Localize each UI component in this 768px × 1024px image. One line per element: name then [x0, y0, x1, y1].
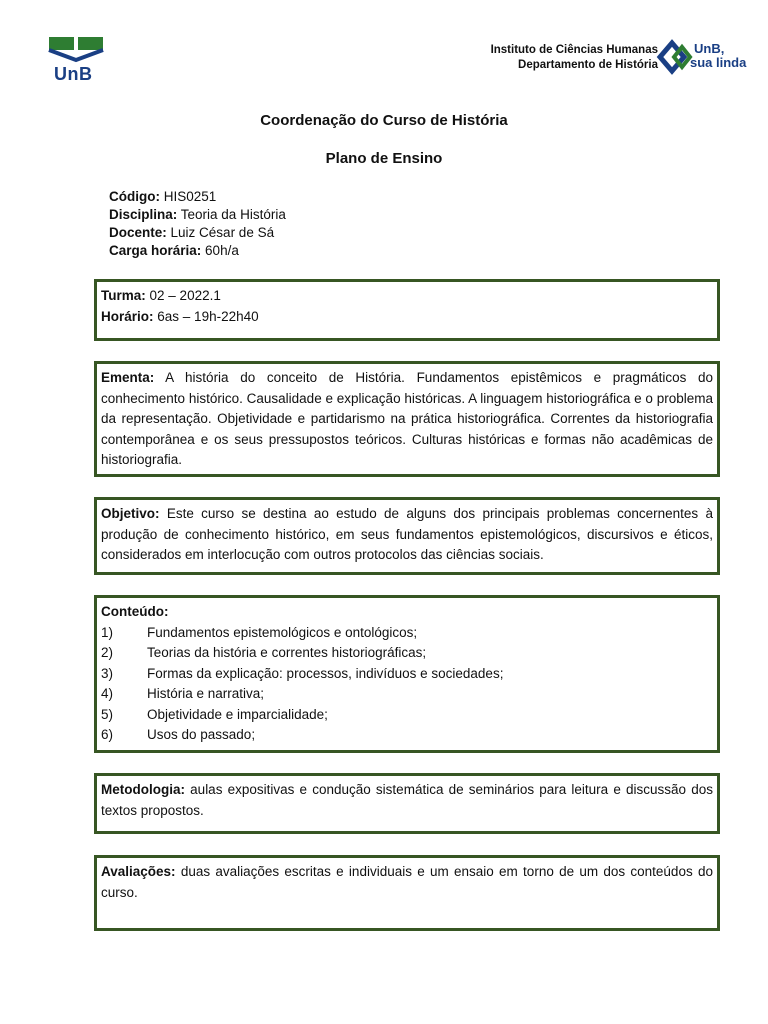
- unb-sua-linda-logo: [656, 38, 760, 76]
- avaliacoes-label: Avaliações:: [101, 864, 176, 879]
- unb-logo-text: UnB: [54, 64, 93, 84]
- ementa-label: Ementa:: [101, 370, 155, 385]
- unb-emblem-icon: [48, 36, 104, 64]
- ementa-box: [94, 361, 720, 477]
- horario-row: Horário: 6as – 19h-22h40: [101, 308, 259, 324]
- institute-name: Instituto de Ciências Humanas: [490, 44, 658, 56]
- list-item: 2) Teorias da história e correntes historiográficas;: [101, 645, 427, 660]
- course-workload: 60h/a: [205, 243, 239, 258]
- metodologia-box: [94, 773, 720, 834]
- plan-title: Plano de Ensino: [325, 150, 443, 167]
- header-institution: [491, 43, 658, 73]
- course-discipline-row: Disciplina: Teoria da História: [109, 207, 286, 222]
- turma-row: Turma: 02 – 2022.1: [101, 288, 221, 303]
- objetivo-text: Este curso se destina ao estudo de alguns dos principais problemas concernentes à produção de conhecimento histórico, em seus fundamentos epistemológicos, discursivos e éticos, considerados em interlocução com outros protocolos das ciências sociais.: [101, 506, 713, 562]
- logo-line1: UnB,: [694, 41, 725, 56]
- list-item: 3) Formas da explicação: processos, indivíduos e sociedades;: [101, 665, 504, 681]
- objetivo-box: [94, 497, 720, 575]
- conteudo-label: Conteúdo:: [101, 604, 169, 619]
- list-item: 1) Fundamentos epistemológicos e ontológicos;: [101, 624, 418, 640]
- avaliacoes-box: [94, 855, 720, 931]
- list-item: 4) História e narrativa;: [101, 686, 265, 701]
- objetivo-label: Objetivo:: [101, 506, 160, 521]
- list-item: 6) Usos do passado;: [101, 727, 256, 742]
- turma-value: 02 – 2022.1: [149, 288, 221, 303]
- coordination-title: Coordenação do Curso de História: [260, 112, 508, 129]
- course-teacher: Luiz César de Sá: [170, 225, 275, 240]
- course-code-row: Código: HIS0251: [109, 189, 217, 204]
- course-teacher-row: Docente: Luiz César de Sá: [109, 225, 275, 240]
- department-name: Departamento de História: [518, 59, 658, 71]
- course-code: HIS0251: [163, 189, 217, 204]
- course-workload-row: Carga horária: 60h/a: [109, 243, 239, 258]
- logo-line2: sua linda: [690, 55, 747, 70]
- conteudo-box: [94, 595, 720, 753]
- course-discipline: Teoria da História: [180, 207, 286, 222]
- class-info-box: [94, 279, 720, 341]
- metodologia-label: Metodologia:: [101, 782, 185, 797]
- unb-logo: [48, 36, 104, 86]
- course-info: [109, 188, 286, 260]
- avaliacoes-text: duas avaliações escritas e individuais e um ensaio em torno de um dos conteúdos do curso.: [101, 864, 713, 900]
- metodologia-text: aulas expositivas e condução sistemática de seminários para leitura e discussão dos textos propostos.: [101, 782, 713, 818]
- list-item: 5) Objetividade e imparcialidade;: [101, 706, 328, 722]
- horario-value: 6as – 19h-22h40: [157, 308, 259, 324]
- ementa-text: A história do conceito de História. Fundamentos epistêmicos e pragmáticos do conhecimento histórico. Causalidade e explicação históricas. A linguagem historiográfica e o problema da representação. Objetividade e partidarismo na prática historiográfica. Correntes da historiografia contemporânea e os seus pressupostos teóricos. Culturas históricas e formas não acadêmicas de historiografia.: [101, 370, 713, 467]
